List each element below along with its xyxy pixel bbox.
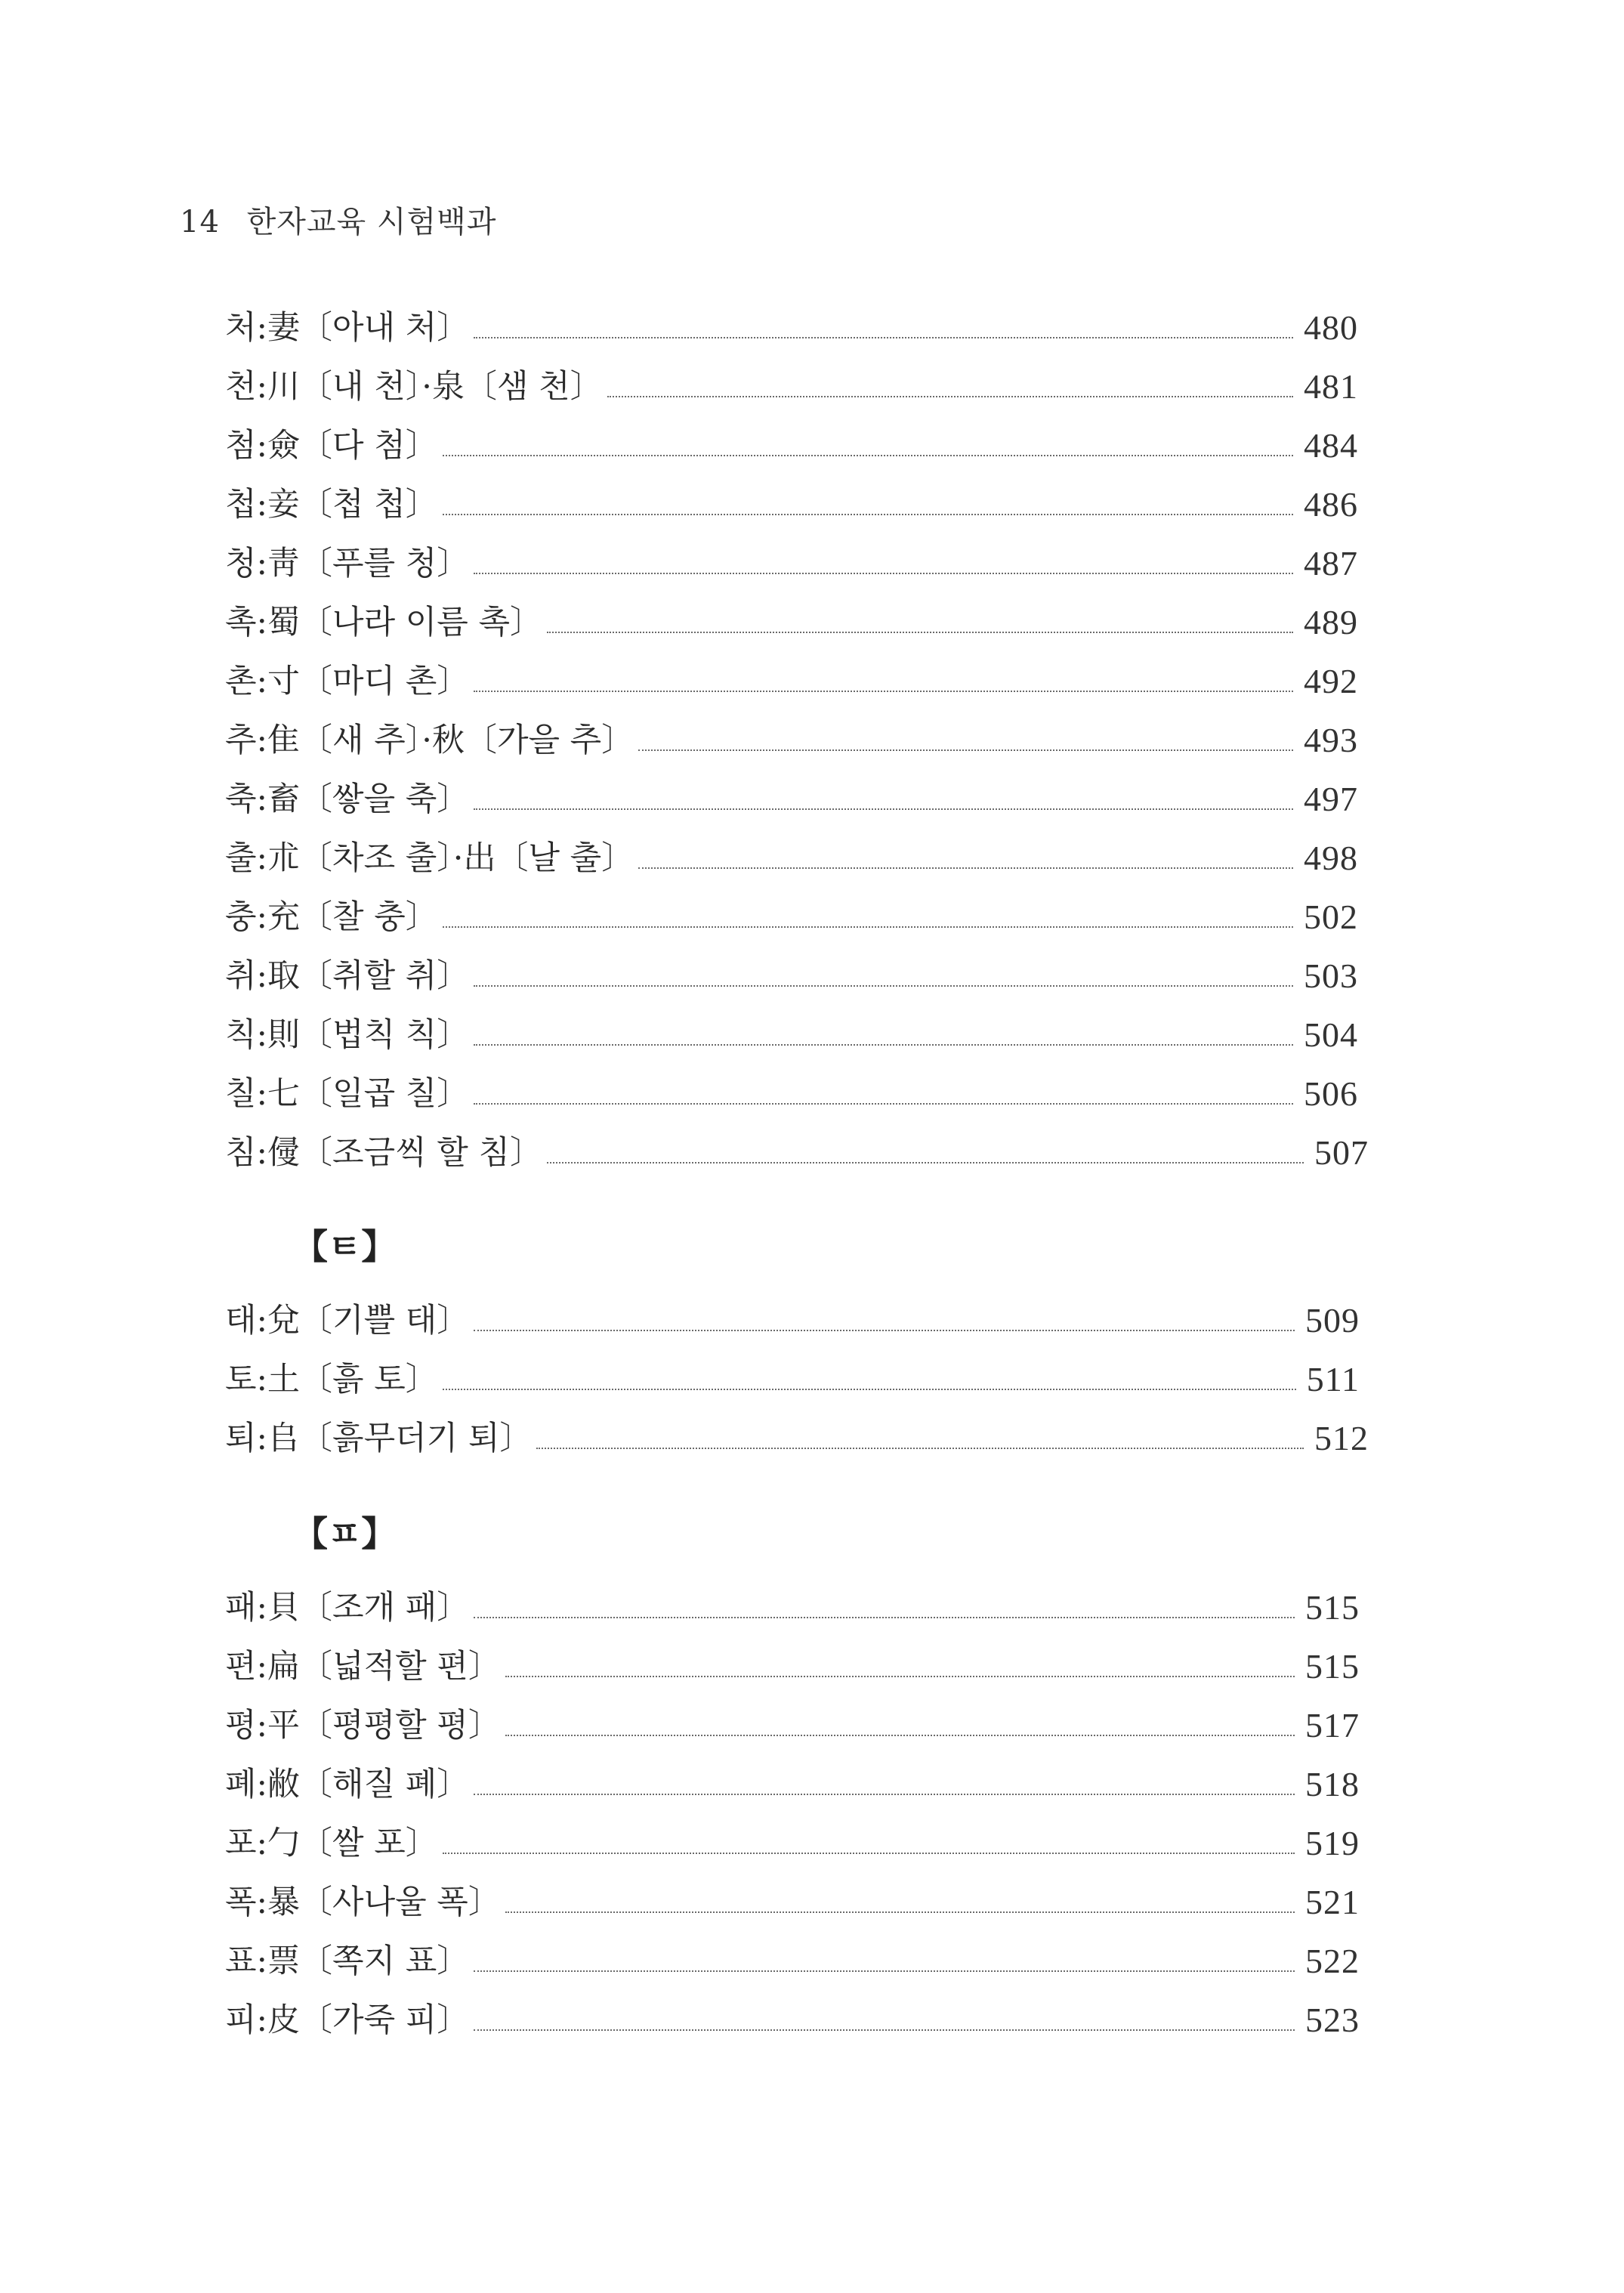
section-heading-p: 【ㅍ】 <box>293 1513 397 1554</box>
toc-entry <box>225 836 1358 881</box>
toc-entry <box>225 953 1358 999</box>
toc-entry-label: 축:畜〔쌓을 축〕 <box>225 780 470 818</box>
toc-entry-label: 포:勹〔쌀 포〕 <box>225 1825 438 1862</box>
toc-entry-label: 퇴:𠂤〔흙무더기 퇴〕 <box>225 1420 533 1457</box>
toc-entry-label: 추:隹〔새 추〕·秋〔가을 추〕 <box>225 722 634 759</box>
toc-entry <box>225 1644 1360 1689</box>
toc-entry-page: 487 <box>1304 544 1358 583</box>
toc-leader <box>474 337 1293 338</box>
toc-leader <box>474 1044 1293 1046</box>
toc-entry-label: 취:取〔취할 취〕 <box>225 957 470 995</box>
toc-leader <box>474 1103 1293 1105</box>
toc-entry-page: 522 <box>1305 1942 1360 1980</box>
toc-entry-page: 489 <box>1304 603 1358 641</box>
toc-leader <box>474 985 1293 987</box>
toc-entry-page: 517 <box>1305 1706 1360 1744</box>
toc-entry <box>225 1130 1369 1176</box>
toc-entry-label: 패:貝〔조개 패〕 <box>225 1589 470 1627</box>
toc-entry <box>225 1821 1360 1866</box>
toc-leader <box>536 1448 1304 1449</box>
toc-leader <box>474 1794 1295 1795</box>
toc-leader <box>443 926 1293 928</box>
toc-leader <box>474 1330 1295 1331</box>
toc-entry-label: 칙:則〔법칙 칙〕 <box>225 1016 470 1054</box>
toc-entry-label: 첩:妾〔첩 첩〕 <box>225 486 438 524</box>
toc-entry-page: 486 <box>1304 485 1358 524</box>
toc-entry <box>225 1298 1360 1343</box>
toc-entry <box>225 1357 1360 1402</box>
toc-entry-label: 편:扁〔넓적할 편〕 <box>225 1648 501 1686</box>
toc-entry-label: 폐:敝〔해질 폐〕 <box>225 1766 470 1803</box>
toc-entry <box>225 895 1358 940</box>
toc-entry <box>225 1880 1360 1925</box>
header-book-title: 한자교육 시험백과 <box>246 205 497 239</box>
toc-entry-label: 평:平〔평평할 평〕 <box>225 1707 501 1744</box>
toc-entry-page: 511 <box>1306 1360 1360 1398</box>
toc-entry-label: 청:靑〔푸를 청〕 <box>225 545 470 583</box>
toc-entry-label: 태:兌〔기쁠 태〕 <box>225 1302 470 1340</box>
toc-leader <box>443 1853 1295 1854</box>
toc-leader <box>505 1735 1295 1736</box>
toc-entry-label: 출:朮〔차조 출〕·出〔날 출〕 <box>225 839 634 877</box>
toc-entry-label: 촉:蜀〔나라 이름 촉〕 <box>225 604 543 641</box>
toc-entry-label: 침:㑴〔조금씩 할 침〕 <box>225 1134 543 1172</box>
toc-leader <box>547 1162 1304 1163</box>
toc-entry <box>225 482 1358 527</box>
toc-entry-page: 512 <box>1314 1419 1369 1457</box>
toc-entry-page: 509 <box>1305 1301 1360 1340</box>
toc-entry <box>225 1071 1358 1117</box>
toc-leader <box>474 1617 1295 1618</box>
toc-entry-label: 피:皮〔가죽 피〕 <box>225 2001 470 2039</box>
toc-entry <box>225 659 1358 704</box>
toc-entry <box>225 777 1358 822</box>
toc-entry-page: 506 <box>1304 1074 1358 1113</box>
toc-entry <box>225 364 1358 409</box>
toc-entry-page: 515 <box>1305 1588 1360 1627</box>
toc-leader <box>638 749 1293 751</box>
toc-entry <box>225 1012 1358 1058</box>
header-page-number: 14 <box>180 205 220 239</box>
toc-leader <box>474 1970 1295 1972</box>
toc-entry <box>225 1703 1360 1748</box>
toc-entry-page: 503 <box>1304 956 1358 995</box>
toc-entry-label: 충:充〔찰 충〕 <box>225 898 438 936</box>
toc-leader <box>638 867 1293 869</box>
toc-entry-page: 481 <box>1304 367 1358 406</box>
toc-entry-label: 천:川〔내 천〕·泉〔샘 천〕 <box>225 368 603 406</box>
toc-leader <box>505 1676 1295 1677</box>
toc-entry <box>225 600 1358 645</box>
toc-entry-page: 502 <box>1304 898 1358 936</box>
toc-entry-page: 493 <box>1304 721 1358 759</box>
toc-entry-page: 492 <box>1304 662 1358 700</box>
toc-entry <box>225 1762 1360 1807</box>
toc-entry-label: 첨:僉〔다 첨〕 <box>225 427 438 465</box>
toc-entry-label: 촌:寸〔마디 촌〕 <box>225 663 470 700</box>
toc-leader <box>443 514 1293 515</box>
toc-entry-page: 519 <box>1305 1824 1360 1862</box>
toc-entry <box>225 541 1358 586</box>
toc-leader <box>547 632 1293 633</box>
toc-entry <box>225 423 1358 468</box>
toc-leader <box>505 1911 1295 1913</box>
toc-entry <box>225 305 1358 351</box>
toc-entry-page: 484 <box>1304 426 1358 465</box>
toc-entry-page: 498 <box>1304 839 1358 877</box>
toc-entry-label: 토:土〔흙 토〕 <box>225 1361 438 1398</box>
toc-leader <box>474 691 1293 692</box>
toc-leader <box>607 396 1293 397</box>
toc-entry <box>225 1585 1360 1630</box>
toc-entry <box>225 1998 1360 2043</box>
toc-leader <box>474 2029 1295 2031</box>
toc-entry-page: 497 <box>1304 780 1358 818</box>
toc-entry-label: 표:票〔쪽지 표〕 <box>225 1942 470 1980</box>
toc-entry-label: 칠:七〔일곱 칠〕 <box>225 1075 470 1113</box>
toc-leader <box>443 1389 1296 1390</box>
section-heading-t: 【ㅌ】 <box>293 1226 397 1267</box>
toc-entry-page: 518 <box>1305 1765 1360 1803</box>
toc-entry-page: 523 <box>1305 2001 1360 2039</box>
toc-entry <box>225 718 1358 763</box>
toc-leader <box>443 455 1293 456</box>
toc-leader <box>474 808 1293 810</box>
toc-entry-label: 처:妻〔아내 처〕 <box>225 309 470 347</box>
toc-leader <box>474 573 1293 574</box>
toc-entry-page: 480 <box>1304 308 1358 347</box>
toc-entry-page: 504 <box>1304 1015 1358 1054</box>
toc-entry-page: 507 <box>1314 1133 1369 1172</box>
toc-entry-page: 515 <box>1305 1647 1360 1686</box>
toc-entry <box>225 1416 1369 1461</box>
toc-entry <box>225 1939 1360 1984</box>
toc-entry-label: 폭:暴〔사나울 폭〕 <box>225 1884 501 1921</box>
toc-entry-page: 521 <box>1305 1883 1360 1921</box>
